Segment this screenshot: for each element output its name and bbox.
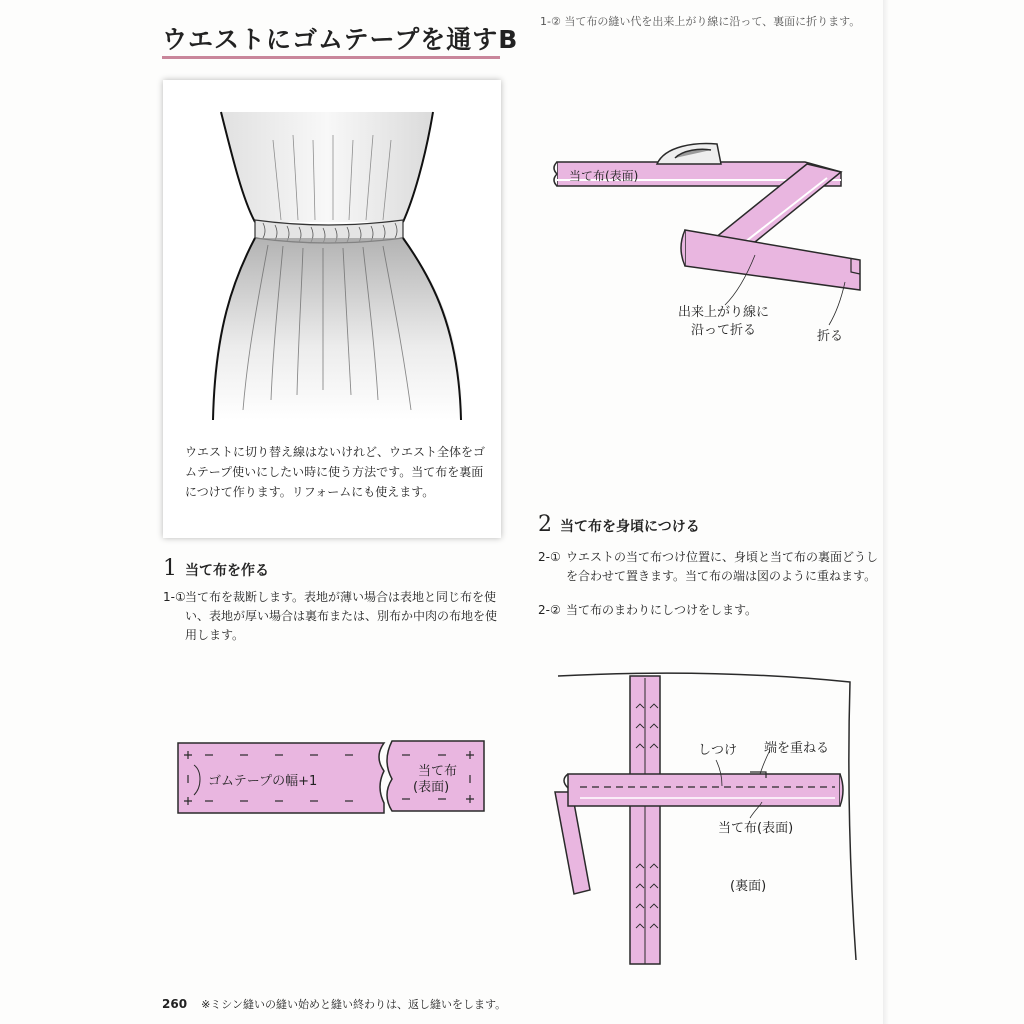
section-2-title: 当て布を身頃につける bbox=[560, 519, 700, 535]
top-continuation-text: 1-② 当て布の縫い代を出来上がり線に沿って、裏面に折ります。 bbox=[540, 15, 861, 28]
step-2-1 bbox=[538, 548, 883, 586]
section-2-heading bbox=[538, 512, 700, 537]
label-fabric-1: 当て布 bbox=[418, 764, 458, 779]
page-edge-shadow bbox=[883, 0, 889, 1024]
label-fabric-front: 当て布(表面) bbox=[718, 821, 794, 836]
step-number: 2-① bbox=[538, 550, 561, 564]
step-number: 1-① bbox=[163, 590, 186, 604]
attach-diagram bbox=[550, 668, 875, 968]
label-fold-line-1: 出来上がり線に bbox=[678, 305, 770, 320]
title-underline bbox=[162, 56, 500, 59]
step-text: 当て布を裁断します。表地が薄い場合は表地と同じ布を使い、表地が厚い場合は裏布または、別布か中肉の布地を使用します。 bbox=[185, 590, 498, 642]
label-fold-line-2: 沿って折る bbox=[691, 323, 757, 338]
illustration-caption: ウエストに切り替え線はないけれど、ウエスト全体をゴムテープ使いにしたい時に使う方法です。当て布を裏面につけて作ります。リフォームにも使えます。 bbox=[185, 445, 486, 499]
page-number: 260 bbox=[162, 997, 188, 1011]
dress-gathered-waist-illustration bbox=[163, 80, 501, 440]
step-number: 2-② bbox=[538, 603, 561, 617]
step-2-2 bbox=[538, 601, 883, 620]
label-elastic-width: ゴムテープの幅+1 bbox=[208, 774, 318, 789]
step-text: ウエストの当て布つけ位置に、身頃と当て布の裏面どうしを合わせて置きます。当て布の端は図のように重ねます。 bbox=[566, 550, 879, 583]
fold-diagram bbox=[545, 130, 875, 350]
footer-note: ※ミシン縫いの縫い始めと縫い終わりは、返し縫いをします。 bbox=[201, 998, 507, 1011]
page-footer bbox=[162, 996, 506, 1012]
section-1-heading bbox=[163, 556, 269, 581]
step-1-1 bbox=[163, 588, 508, 645]
cut-diagram bbox=[170, 735, 500, 820]
label-overlap: 端を重ねる bbox=[764, 741, 830, 756]
label-baste: しつけ bbox=[698, 743, 738, 758]
label-fold: 折る bbox=[817, 329, 844, 344]
page-title: ウエストにゴムテープを通すB bbox=[162, 25, 519, 54]
section-2-number: 2 bbox=[538, 512, 552, 537]
section-1-title: 当て布を作る bbox=[185, 563, 269, 579]
step-text: 当て布のまわりにしつけをします。 bbox=[566, 603, 758, 617]
label-fabric-2: (表面) bbox=[413, 780, 450, 795]
label-back: (裏面) bbox=[730, 879, 767, 894]
section-1-number: 1 bbox=[163, 556, 177, 581]
label-fabric-front: 当て布(表面) bbox=[569, 169, 639, 183]
